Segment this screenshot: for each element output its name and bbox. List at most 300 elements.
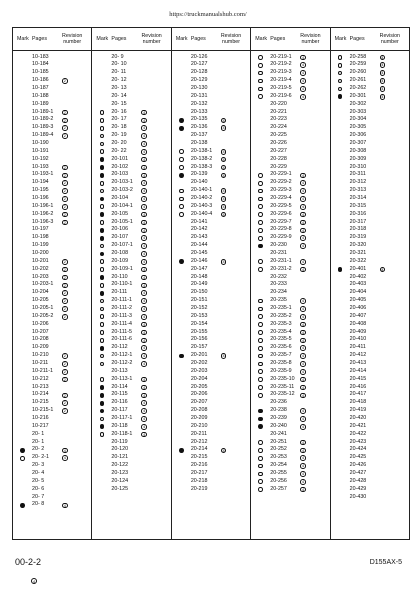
table-row xyxy=(331,148,409,156)
table-row xyxy=(251,77,329,85)
page-cell: 10-189-1 xyxy=(32,108,54,115)
revision-cell xyxy=(300,78,329,84)
revision-circle: 4 xyxy=(301,487,305,492)
revision-cell xyxy=(62,400,91,406)
revision-circle: 4 xyxy=(143,189,146,194)
mark-cell xyxy=(331,94,350,99)
table-column xyxy=(250,28,329,539)
table-row xyxy=(13,344,91,352)
mark-cell xyxy=(251,244,270,249)
page-cell: 20-211 xyxy=(190,430,208,437)
table-row xyxy=(13,384,91,392)
revision-cell xyxy=(300,440,329,446)
revision-cell xyxy=(141,125,170,131)
page-cell: 20-219-3 xyxy=(270,69,292,76)
page-cell: 20-216 xyxy=(190,462,208,469)
page-cell: 20-210 xyxy=(190,422,208,429)
revision-circle: 4 xyxy=(143,126,146,131)
table-row xyxy=(13,258,91,266)
table-row xyxy=(92,329,170,337)
mark-cell xyxy=(172,118,191,123)
page-cell: 20-117-1 xyxy=(111,415,133,422)
mark-cell xyxy=(92,252,111,257)
mark-cell xyxy=(92,299,111,304)
revision-cell xyxy=(300,330,329,336)
revision-circle: 2 xyxy=(63,370,66,374)
table-row xyxy=(251,321,329,329)
table-row xyxy=(331,93,409,101)
table-row xyxy=(331,156,409,164)
table-row xyxy=(172,266,250,274)
table-row xyxy=(331,321,409,329)
revision-cell xyxy=(141,212,170,218)
revision-cell xyxy=(300,212,329,218)
table-row xyxy=(92,164,170,172)
column-rows xyxy=(92,51,170,494)
page-cell: 20-151 xyxy=(190,297,208,304)
table-row xyxy=(331,266,409,274)
revision-cell xyxy=(62,290,91,296)
table-row xyxy=(92,274,170,282)
table-row xyxy=(13,116,91,124)
mark-cell xyxy=(251,173,270,178)
mark-cell xyxy=(92,197,111,202)
table-row xyxy=(92,77,170,85)
table-row xyxy=(13,187,91,195)
table-row xyxy=(172,156,250,164)
page-cell: 20-413 xyxy=(349,360,367,367)
mark-cell xyxy=(251,479,270,484)
page-cell: 20- 10 xyxy=(111,61,127,68)
revision-cell xyxy=(141,424,170,430)
page-cell: 20-112-2 xyxy=(111,360,133,367)
page-cell: 20-139 xyxy=(190,171,208,178)
open-circle-mark-icon xyxy=(179,197,184,202)
source-url[interactable]: https://truckmanualshub.com/ xyxy=(169,11,247,18)
mark-cell xyxy=(251,55,270,60)
revision-cell xyxy=(221,204,250,210)
revision-circle: 4 xyxy=(301,299,305,304)
open-circle-mark-icon xyxy=(258,479,263,484)
table-row xyxy=(172,77,250,85)
table-row xyxy=(13,415,91,423)
page-cell: 20-111 xyxy=(111,289,128,296)
page-cell: 20-220 xyxy=(270,100,287,107)
table-row xyxy=(13,313,91,321)
open-circle-mark-icon xyxy=(258,71,263,76)
table-row xyxy=(172,69,250,77)
revision-cell xyxy=(300,220,329,226)
table-row xyxy=(251,423,329,431)
mark-cell xyxy=(251,487,270,492)
table-row xyxy=(172,54,250,62)
page-cell: 20-417 xyxy=(349,391,367,398)
page-cell: 20-229-5 xyxy=(270,202,292,209)
page-cell: 10-186 xyxy=(32,77,49,84)
revision-circle: 2 xyxy=(63,212,66,217)
revision-cell xyxy=(62,110,91,116)
page-cell: 20-310 xyxy=(349,163,367,170)
revision-cell xyxy=(380,78,409,84)
revision-cell xyxy=(300,243,329,249)
header-revision-line1: Revision xyxy=(141,33,162,39)
page-cell: 20-140-4 xyxy=(190,210,213,217)
table-row xyxy=(251,305,329,313)
table-row xyxy=(172,423,250,431)
page-cell: 10-201 xyxy=(32,257,49,264)
header-revision-line1: Revision xyxy=(379,33,400,39)
revision-cell xyxy=(141,400,170,406)
open-circle-mark-icon xyxy=(258,377,263,382)
mark-cell xyxy=(92,181,111,186)
revision-circle: 4 xyxy=(222,197,225,202)
revision-circle: 4 xyxy=(301,393,305,398)
open-circle-mark-icon xyxy=(258,79,263,84)
page-cell: 20-429 xyxy=(349,485,367,492)
table-row xyxy=(92,242,170,250)
table-row xyxy=(251,391,329,399)
table-row xyxy=(251,116,329,124)
table-column xyxy=(91,28,170,539)
revision-cell xyxy=(62,118,91,124)
page-cell: 10-205-2 xyxy=(32,312,54,319)
table-row xyxy=(251,446,329,454)
revision-circle: 4 xyxy=(222,126,225,131)
table-row xyxy=(92,69,170,77)
mark-cell xyxy=(92,291,111,296)
table-row xyxy=(13,486,91,494)
table-row xyxy=(172,140,250,148)
page-cell: 20-219-6 xyxy=(270,92,292,99)
table-row xyxy=(251,415,329,423)
table-row xyxy=(172,187,250,195)
table-row xyxy=(92,61,170,69)
revision-circle: 4 xyxy=(301,63,305,68)
revision-circle: 4 xyxy=(143,432,146,437)
table-row xyxy=(331,289,409,297)
page-cell: 10-217 xyxy=(32,422,49,429)
revision-circle: 4 xyxy=(301,346,305,351)
table-row xyxy=(92,211,170,219)
open-circle-mark-icon xyxy=(100,244,105,249)
page-cell: 20-111-1 xyxy=(111,297,133,304)
table-row xyxy=(251,140,329,148)
page-cell: 20-104 xyxy=(111,194,129,201)
table-row xyxy=(92,187,170,195)
revision-circle: 4 xyxy=(143,157,146,162)
page-cell: 10-200 xyxy=(32,249,49,256)
page-cell: 10-193 xyxy=(32,163,49,170)
open-circle-mark-icon xyxy=(258,204,263,209)
table-row xyxy=(172,344,250,352)
table-row xyxy=(172,407,250,415)
revision-circle: 4 xyxy=(143,252,146,257)
page-cell: 20-262 xyxy=(349,84,367,91)
revision-cell xyxy=(62,306,91,312)
table-row xyxy=(172,101,250,109)
page-cell: 10-193-1 xyxy=(32,171,54,178)
mark-cell xyxy=(331,79,350,84)
open-circle-mark-icon xyxy=(100,259,105,264)
revision-cell xyxy=(62,188,91,194)
revision-cell xyxy=(141,220,170,226)
open-circle-mark-icon xyxy=(179,189,184,194)
table-row xyxy=(172,109,250,117)
table-row xyxy=(251,101,329,109)
table-row xyxy=(13,171,91,179)
filled-circle-mark-icon xyxy=(179,448,184,453)
open-circle-mark-icon xyxy=(100,314,105,319)
page-cell: 20-321 xyxy=(349,249,367,256)
header-mark: Mark xyxy=(255,36,267,42)
table-row xyxy=(251,211,329,219)
revision-cell xyxy=(141,377,170,383)
revision-circle: 4 xyxy=(301,204,305,209)
open-circle-mark-icon xyxy=(258,87,263,92)
table-row xyxy=(92,454,170,462)
open-circle-mark-icon xyxy=(258,456,263,461)
page-cell: 20-313 xyxy=(349,187,367,194)
page-cell: 10-185 xyxy=(32,69,49,76)
open-circle-mark-icon xyxy=(179,165,184,170)
table-row xyxy=(172,399,250,407)
table-row xyxy=(13,211,91,219)
table-row xyxy=(251,187,329,195)
mark-cell xyxy=(92,267,111,272)
table-column xyxy=(13,28,91,539)
page-cell: 10-189-2 xyxy=(32,116,54,123)
revision-circle: 4 xyxy=(143,409,146,414)
mark-cell xyxy=(13,503,32,508)
table-row xyxy=(92,266,170,274)
revision-circle: 2 xyxy=(63,220,66,225)
mark-cell xyxy=(92,377,111,382)
revision-cell xyxy=(141,157,170,163)
revision-circle: 4 xyxy=(143,149,146,154)
revision-cell xyxy=(62,212,91,218)
mark-cell xyxy=(92,385,111,390)
table-row xyxy=(92,116,170,124)
table-row xyxy=(172,281,250,289)
revision-circle: 4 xyxy=(301,322,305,327)
page-cell: 20-254 xyxy=(270,462,287,469)
revision-circle: 4 xyxy=(143,259,146,264)
table-row xyxy=(331,344,409,352)
page-cell: 20-255 xyxy=(270,470,287,477)
page-cell: 20-424 xyxy=(349,446,367,453)
revision-circle: 4 xyxy=(143,244,146,249)
table-row xyxy=(172,219,250,227)
revision-circle: 4 xyxy=(301,314,305,319)
revision-cell xyxy=(62,377,91,383)
page-cell: 20-126 xyxy=(190,53,208,60)
filled-circle-mark-icon xyxy=(179,354,184,359)
page-cell: 20-103-1 xyxy=(111,179,133,186)
open-circle-mark-icon xyxy=(258,354,263,359)
page-cell: 20-231-2 xyxy=(270,265,292,272)
page-cell: 20- 20 xyxy=(111,139,127,146)
table-row xyxy=(251,234,329,242)
page-cell: 20- 2 xyxy=(32,446,45,453)
page-cell: 10-188 xyxy=(32,92,49,99)
mark-cell xyxy=(92,157,111,162)
page-cell: 20-408 xyxy=(349,320,367,327)
page-cell: 20-111-2 xyxy=(111,305,133,311)
page-cell: 20- 22 xyxy=(111,147,127,154)
page-cell: 20-235-7 xyxy=(270,352,292,359)
open-circle-mark-icon xyxy=(20,456,25,461)
page-cell: 20-253 xyxy=(270,454,287,461)
table-row xyxy=(92,478,170,486)
filled-circle-mark-icon xyxy=(100,275,105,280)
filled-circle-mark-icon xyxy=(100,409,105,414)
page-cell: 20-106 xyxy=(111,226,129,233)
revision-cell xyxy=(300,322,329,328)
page-cell: 20-307 xyxy=(349,139,367,146)
revision-circle: 4 xyxy=(381,55,384,60)
revision-circle: 4 xyxy=(301,244,305,249)
revision-circle: 2 xyxy=(63,401,66,406)
revision-circle: 4 xyxy=(143,417,146,422)
revision-cell xyxy=(300,416,329,422)
table-row xyxy=(92,470,170,478)
page-cell: 20-229-6 xyxy=(270,210,292,217)
page-cell: 20-104-1 xyxy=(111,202,133,209)
table-row xyxy=(251,148,329,156)
revision-cell xyxy=(300,463,329,469)
mark-cell xyxy=(251,307,270,312)
table-row xyxy=(251,470,329,478)
revision-cell xyxy=(300,298,329,304)
revision-table xyxy=(12,27,410,540)
page-cell: 20-148 xyxy=(190,273,208,280)
table-row xyxy=(251,93,329,101)
revision-circle: 2 xyxy=(63,267,66,272)
mark-cell xyxy=(92,212,111,217)
revision-circle: 4 xyxy=(222,354,225,359)
revision-circle: 4 xyxy=(143,338,146,343)
revision-circle: 4 xyxy=(301,228,305,233)
table-row xyxy=(331,179,409,187)
mark-cell xyxy=(92,244,111,249)
table-row xyxy=(13,454,91,462)
page-cell: 20-224 xyxy=(270,124,287,131)
mark-cell xyxy=(251,267,270,272)
revision-circle: 4 xyxy=(143,275,146,280)
page-cell: 20-219-4 xyxy=(270,77,292,84)
mark-cell xyxy=(251,448,270,453)
page-cell: 20-112 xyxy=(111,344,128,351)
table-row xyxy=(92,336,170,344)
page-cell: 20-409 xyxy=(349,328,367,335)
revision-cell xyxy=(300,267,329,273)
table-row xyxy=(92,462,170,470)
mark-cell xyxy=(172,448,191,453)
open-circle-mark-icon xyxy=(100,283,105,288)
table-row xyxy=(251,486,329,494)
revision-circle: 4 xyxy=(301,71,305,76)
revision-circle: 4 xyxy=(143,385,146,390)
page-cell: 20-138-1 xyxy=(190,147,213,154)
filled-circle-mark-icon xyxy=(258,409,263,414)
table-row xyxy=(13,148,91,156)
table-row xyxy=(251,164,329,172)
header-revision xyxy=(373,33,409,45)
page-cell: 10-187 xyxy=(32,84,49,91)
table-row xyxy=(172,446,250,454)
table-row xyxy=(172,132,250,140)
page-cell: 20-119 xyxy=(111,438,128,445)
table-row xyxy=(92,415,170,423)
revision-cell xyxy=(141,228,170,234)
filled-circle-mark-icon xyxy=(100,291,105,296)
table-row xyxy=(251,203,329,211)
table-row xyxy=(92,352,170,360)
mark-cell xyxy=(251,181,270,186)
page-cell: 20-302 xyxy=(349,100,367,107)
open-circle-mark-icon xyxy=(100,322,105,327)
mark-cell xyxy=(251,417,270,422)
header-pages: Pages xyxy=(111,36,127,42)
revision-cell xyxy=(300,455,329,461)
page-cell: 20-112-1 xyxy=(111,352,133,359)
page-cell: 20-227 xyxy=(270,147,287,154)
page-cell: 20-235-3 xyxy=(270,320,292,327)
revision-cell xyxy=(62,267,91,273)
table-row xyxy=(172,226,250,234)
page-cell: 20- 2-1 xyxy=(32,454,49,461)
page-cell: 20-140-3 xyxy=(190,202,213,209)
page-cell: 20-418 xyxy=(349,399,367,406)
mark-cell xyxy=(92,307,111,312)
revision-cell xyxy=(300,385,329,391)
page-cell: 20-219-2 xyxy=(270,61,292,68)
page-cell: 20-202 xyxy=(190,360,208,367)
page-cell: 20-118 xyxy=(111,422,128,429)
revision-cell xyxy=(300,228,329,234)
page-cell: 10-210 xyxy=(32,352,49,359)
mark-cell xyxy=(92,314,111,319)
page-cell: 20-154 xyxy=(190,320,208,327)
revision-circle: 2 xyxy=(63,204,66,209)
open-circle-mark-icon xyxy=(100,338,105,343)
page-cell: 20-258 xyxy=(349,53,367,60)
mark-cell xyxy=(331,71,350,76)
revision-cell xyxy=(300,408,329,414)
revision-circle: 4 xyxy=(63,503,66,508)
table-row xyxy=(13,266,91,274)
revision-circle: 4 xyxy=(301,472,305,477)
page-cell: 10-206 xyxy=(32,320,49,327)
revision-cell xyxy=(300,424,329,430)
revision-cell xyxy=(141,393,170,399)
revision-cell xyxy=(300,448,329,454)
revision-cell xyxy=(300,471,329,477)
page-cell: 10-205-1 xyxy=(32,305,54,311)
revision-cell xyxy=(300,62,329,68)
page-cell: 10-207 xyxy=(32,328,49,335)
revision-circle: 2 xyxy=(63,314,66,319)
page-cell: 20-427 xyxy=(349,470,367,477)
page-cell: 20-219-5 xyxy=(270,84,292,91)
table-row xyxy=(251,329,329,337)
revision-circle: 4 xyxy=(301,417,305,422)
revision-circle: 4 xyxy=(301,409,305,414)
revision-circle: 2 xyxy=(63,126,66,131)
revision-cell xyxy=(62,369,91,375)
table-row xyxy=(92,226,170,234)
revision-cell xyxy=(380,86,409,92)
